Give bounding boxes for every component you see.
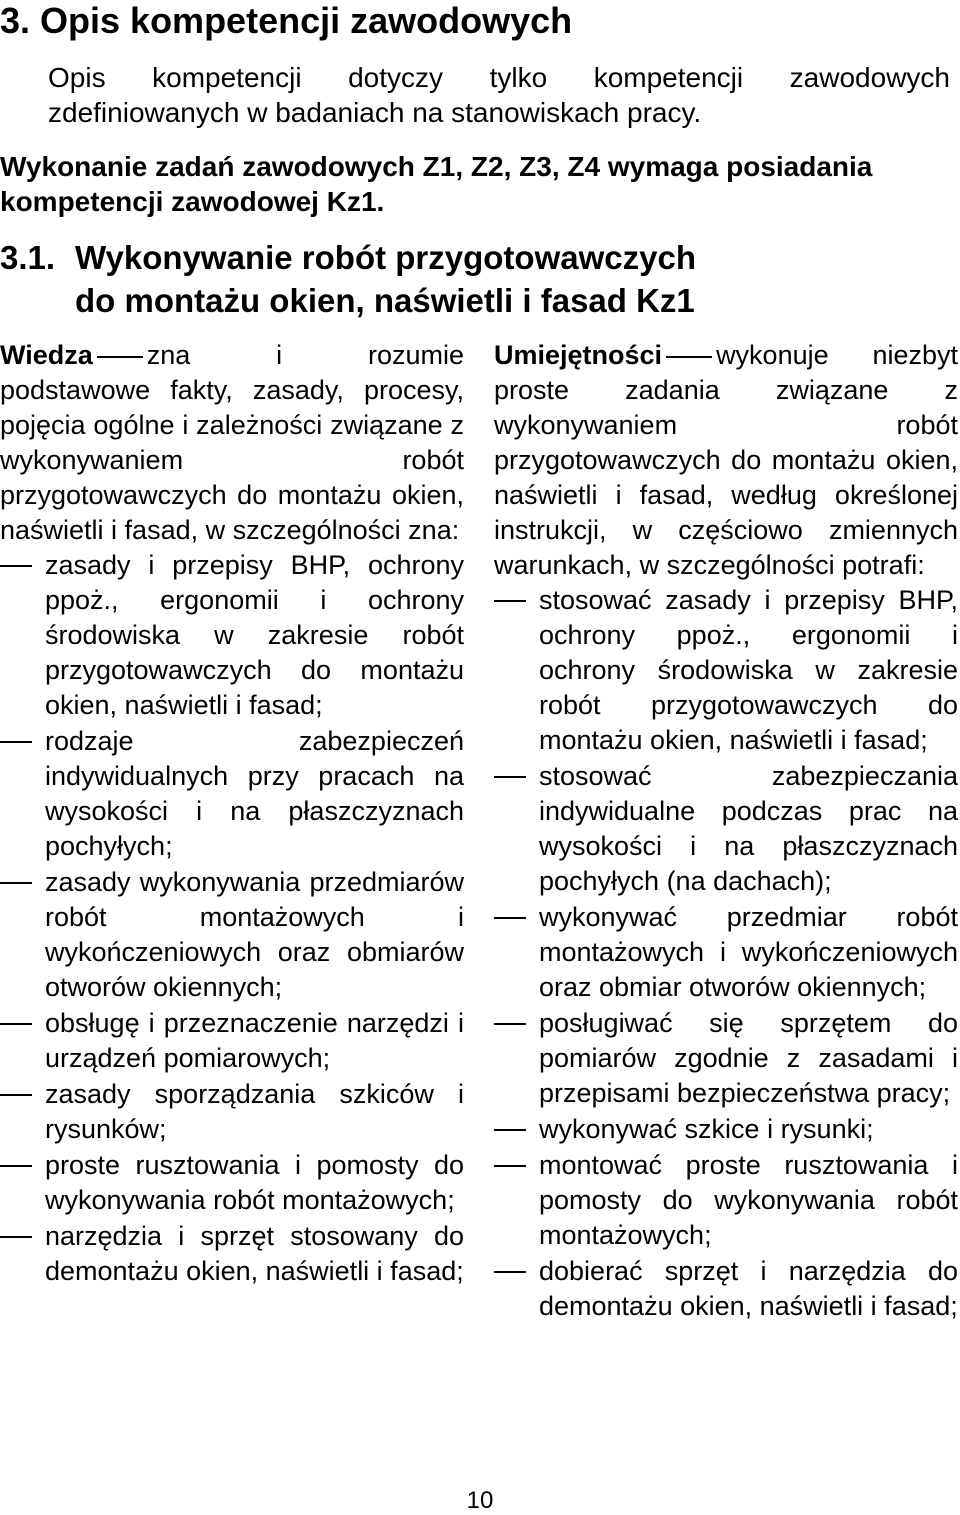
skills-list (494, 583, 958, 1324)
list-item: zasady wykonywania przedmiarów robót montażowych i wykończeniowych oraz obmiarów otworów okiennych; (0, 865, 464, 1005)
knowledge-lead: zna i rozumie podstawowe fakty, zasady, procesy, pojęcia ogólne i zależności związane z wykonywaniem robót przygotowawczych do montażu okien, naświetli i fasad, w szczególności zna: (0, 340, 464, 545)
skills-heading: Umiejętności (494, 340, 663, 370)
dash-bullet (494, 776, 526, 778)
skills-column (494, 338, 958, 1325)
intro-paragraph: Opis kompetencji dotyczy tylko kompetencji zawodowych zdefiniowanych w badaniach na stanowiskach pracy. (48, 62, 950, 128)
dash-bullet (0, 741, 32, 743)
list-item: stosować zabezpieczania indywidualne podczas prac na wysokości i na płaszczyznach pochyłych (na dachach); (494, 759, 958, 899)
list-item: zasady sporządzania szkiców i rysunków; (0, 1077, 464, 1147)
knowledge-list (0, 548, 464, 1289)
page-number: 10 (466, 1487, 494, 1514)
section-title (0, 236, 696, 322)
list-item: posługiwać się sprzętem do pomiarów zgodnie z zasadami i przepisami bezpieczeństwa pracy; (494, 1006, 958, 1111)
knowledge-heading: Wiedza (0, 340, 93, 370)
dash-bullet (0, 1165, 32, 1167)
skills-lead: wykonuje niezbyt proste zadania związane z wykonywaniem robót przygotowawczych do montażu okien, naświetli i fasad, według określonej instrukcji, w częściowo zmiennych warunkach, w szczególności potrafi: (494, 340, 958, 580)
dash-bullet (0, 1236, 32, 1238)
list-item: stosować zasady i przepisy BHP, ochrony ppoż., ergonomii i ochrony środowiska w zakresie robót przygotowawczych do montażu okien, naświetli i fasad; (494, 583, 958, 758)
dash-bullet (0, 882, 32, 884)
dash-bullet (0, 1094, 32, 1096)
knowledge-column (0, 338, 464, 1290)
section-number: 3.1. (0, 239, 56, 276)
list-item: zasady i przepisy BHP, ochrony ppoż., ergonomii i ochrony środowiska w zakresie robót przygotowawczych do montażu okien, naświetli i fasad; (0, 548, 464, 723)
knowledge-intro (0, 338, 464, 548)
em-dash (666, 356, 712, 358)
list-item: proste rusztowania i pomosty do wykonywania robót montażowych; (0, 1148, 464, 1218)
section-title-line1: Wykonywanie robót przygotowawczych (75, 239, 696, 276)
list-item: narzędzia i sprzęt stosowany do demontażu okien, naświetli i fasad; (0, 1219, 464, 1289)
dash-bullet (0, 1023, 32, 1025)
dash-bullet (494, 1129, 526, 1131)
list-item: montować proste rusztowania i pomosty do wykonywania robót montażowych; (494, 1148, 958, 1253)
list-item: wykonywać przedmiar robót montażowych i wykończeniowych oraz obmiar otworów okiennych; (494, 900, 958, 1005)
em-dash (97, 356, 143, 358)
list-item: dobierać sprzęt i narzędzia do demontażu okien, naświetli i fasad; (494, 1254, 958, 1324)
dash-bullet (0, 565, 32, 567)
list-item: wykonywać szkice i rysunki; (494, 1112, 958, 1147)
dash-bullet (494, 917, 526, 919)
requirement-paragraph: Wykonanie zadań zawodowych Z1, Z2, Z3, Z4 wymaga posiadania kompetencji zawodowej Kz1. (0, 151, 873, 217)
section-title-line2: do montażu okien, naświetli i fasad Kz1 (75, 282, 695, 319)
dash-bullet (494, 1271, 526, 1273)
chapter-title: 3. Opis kompetencji zawodowych (0, 0, 573, 41)
list-item: rodzaje zabezpieczeń indywidualnych przy pracach na wysokości i na płaszczyznach pochyłych; (0, 724, 464, 864)
dash-bullet (494, 1165, 526, 1167)
dash-bullet (494, 1023, 526, 1025)
skills-intro (494, 338, 958, 583)
dash-bullet (494, 600, 526, 602)
list-item: obsługę i przeznaczenie narzędzi i urządzeń pomiarowych; (0, 1006, 464, 1076)
